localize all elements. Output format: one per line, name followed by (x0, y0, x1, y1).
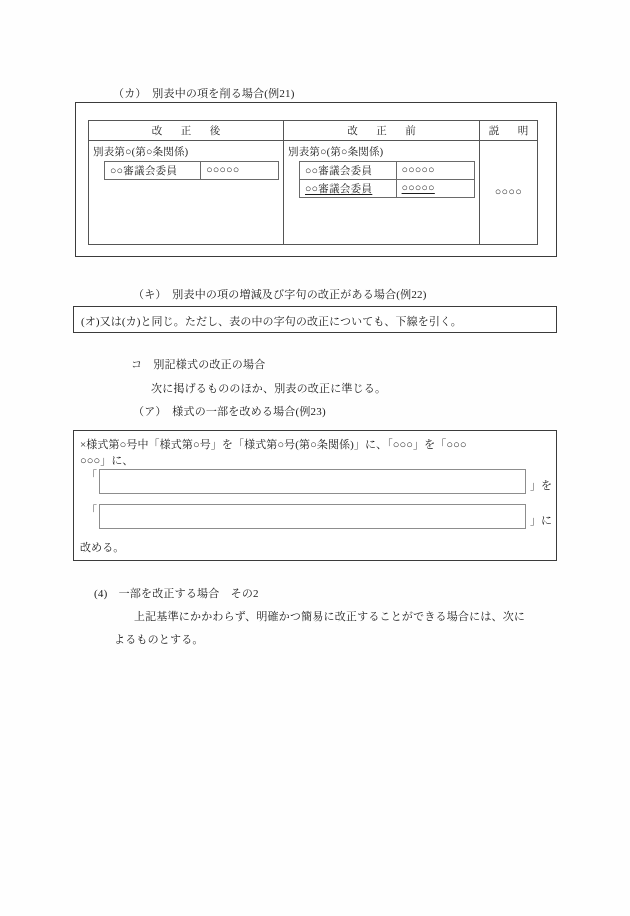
heading-example-23: （ア） 様式の一部を改める場合(例23) (133, 406, 326, 418)
quote-close-bracket-ni: 」に (530, 515, 552, 527)
cell-before-revision (284, 141, 480, 245)
example-22-figure-box (73, 306, 557, 333)
cell-note: ○○○○ (480, 141, 538, 245)
nested-row (300, 162, 475, 180)
nested-cell-name-underlined: ○○審議会委員 (300, 180, 397, 198)
nested-cell-value: ○○○○○ (396, 162, 474, 180)
comparison-table (88, 120, 538, 245)
example-23-closing-text: 改める。 (80, 542, 125, 554)
table-header-row (89, 121, 538, 141)
blank-form-box-2[interactable] (99, 504, 526, 529)
quote-close-bracket-wo: 」を (530, 480, 552, 492)
section-4-line-1: 上記基準にかかわらず、明確かつ簡易に改正することができる場合には、次に (134, 611, 526, 623)
after-nested-table (104, 161, 279, 180)
heading-example-22: （キ） 別表中の項の増減及び字句の改正がある場合(例22) (133, 289, 427, 301)
example-23-line-2: ○○○」に、 (80, 455, 134, 467)
nested-cell-name: ○○審議会委員 (300, 162, 397, 180)
nested-row-deleted (300, 180, 475, 198)
nested-row (105, 162, 279, 180)
column-header-after: 改 正 後 (89, 121, 284, 141)
section-4-line-2: よるものとする。 (114, 634, 204, 646)
column-header-before: 改 正 前 (284, 121, 480, 141)
table-row (89, 141, 538, 245)
ko-section-body: 次に掲げるもののほか、別表の改正に準じる。 (151, 383, 387, 395)
heading-ko-section: コ 別記様式の改正の場合 (131, 359, 266, 371)
nested-cell-name: ○○審議会委員 (105, 162, 201, 180)
heading-section-4: (4) 一部を改正する場合 その2 (94, 588, 259, 600)
quote-open-bracket: 「 (86, 505, 97, 517)
column-header-note: 説 明 (480, 121, 538, 141)
before-appendix-title: 別表第○(第○条関係) (288, 147, 384, 158)
after-appendix-title: 別表第○(第○条関係) (93, 147, 189, 158)
nested-cell-value: ○○○○○ (201, 162, 279, 180)
example-22-body-text: (オ)又は(カ)と同じ。ただし、表の中の字句の改正についても、下線を引く。 (81, 316, 462, 328)
before-nested-table (299, 161, 475, 198)
nested-cell-value-underlined: ○○○○○ (396, 180, 474, 198)
example-21-figure-box (75, 102, 557, 257)
cell-after-revision (89, 141, 284, 245)
example-23-figure-box (73, 430, 557, 561)
example-23-line-1: ×様式第○号中「様式第○号」を「様式第○号(第○条関係)」に、「○○○」を「○○○ (80, 439, 467, 451)
blank-form-box-1[interactable] (99, 469, 526, 494)
quote-open-bracket: 「 (86, 470, 97, 482)
heading-example-21: （カ） 別表中の項を削る場合(例21) (113, 88, 295, 100)
